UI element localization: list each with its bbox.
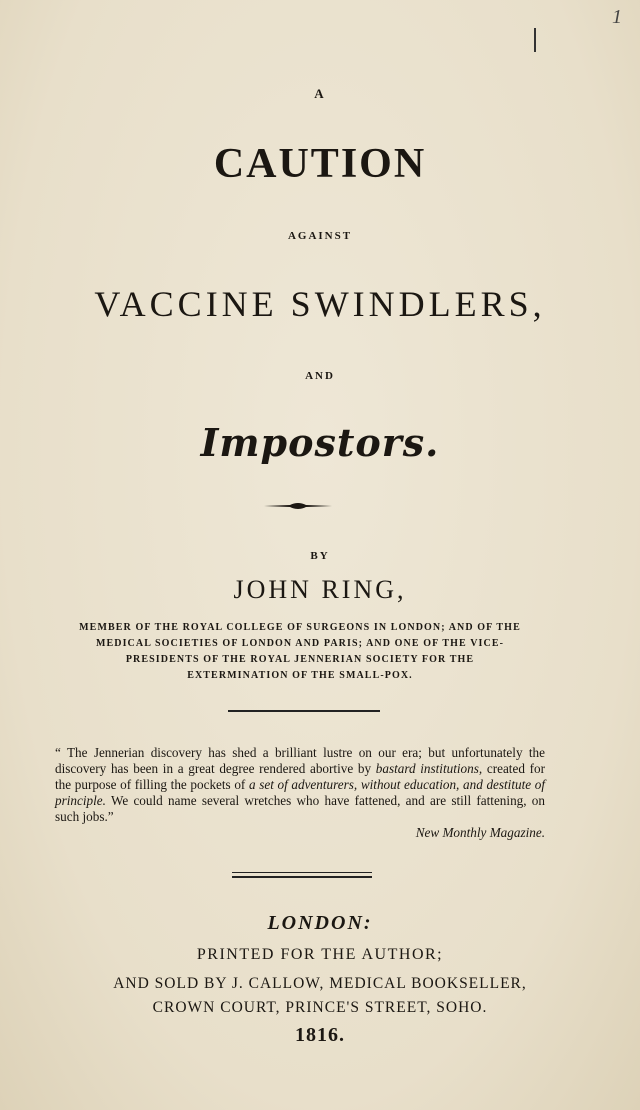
affiliation-line: EXTERMINATION OF THE SMALL-POX. xyxy=(187,670,413,681)
double-rule-bottom xyxy=(232,876,372,878)
epigraph-text: created for the purpose of filling the pockets of xyxy=(55,761,545,792)
byline-by: BY xyxy=(310,550,330,562)
title-against: AGAINST xyxy=(287,230,353,242)
epigraph-emphasis: a set of adventurers, without education, xyxy=(248,777,460,792)
imprint-printed-for: PRINTED FOR THE AUTHOR; xyxy=(196,946,444,963)
epigraph-emphasis: and destitute of principle. xyxy=(55,777,546,808)
double-rule-top xyxy=(232,872,372,873)
title-caution: CAUTION xyxy=(213,141,427,187)
author-name: JOHN RING, xyxy=(233,575,407,604)
divider-rule xyxy=(228,710,380,712)
imprint-year: 1816. xyxy=(295,1024,345,1046)
imprint-address: CROWN COURT, PRINCE'S STREET, SOHO. xyxy=(152,999,488,1016)
author-affiliation xyxy=(55,620,545,684)
affiliation-line: PRESIDENTS OF THE ROYAL JENNERIAN SOCIETY FOR THE xyxy=(125,654,475,665)
epigraph-emphasis: bastard institutions, xyxy=(375,761,483,776)
pencil-mark xyxy=(534,28,536,52)
epigraph xyxy=(55,745,545,841)
epigraph-text: We could name several wretches who have fattened, and are still fattening, on such jobs.” xyxy=(55,793,545,824)
epigraph-text: “ The Jennerian discovery has shed a brilliant lustre on our era; but unfortunately the discovery has been in a great degree rendered abortive by xyxy=(55,745,545,776)
margin-note: 1 xyxy=(612,6,622,28)
title-impostors: Impostors. xyxy=(200,420,440,465)
title-subject: VACCINE SWINDLERS, xyxy=(94,284,546,324)
title-and: AND xyxy=(305,370,335,382)
imprint-sold-by: AND SOLD BY J. CALLOW, MEDICAL BOOKSELLER, xyxy=(113,975,527,992)
affiliation-line: MEMBER OF THE ROYAL COLLEGE OF SURGEONS IN LONDON; AND OF THE xyxy=(79,622,521,633)
affiliation-line: MEDICAL SOCIETIES OF LONDON AND PARIS; AND ONE OF THE VICE- xyxy=(95,638,505,649)
imprint-city: LONDON: xyxy=(267,912,373,934)
ornament-dash xyxy=(262,500,334,512)
title-a: A xyxy=(314,86,326,101)
epigraph-attribution: New Monthly Magazine. xyxy=(415,825,545,840)
